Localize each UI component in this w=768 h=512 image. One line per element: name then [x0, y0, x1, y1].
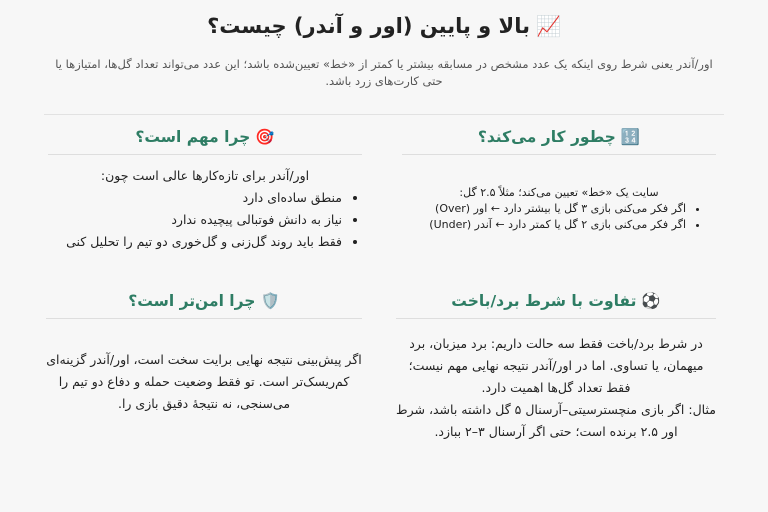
why-safer-text: اگر پیش‌بینی نتیجه نهایی برایت سخت است، اور/آندر گزینه‌ای کم‌ریسک‌تر است. تو فقط وضعیت حمله و دفاع دو تیم را می‌سنجی، نه نتیجهٔ دقیق بازی را. — [46, 352, 362, 411]
chart-up-icon: 📈 — [535, 14, 561, 38]
list-item: • فقط باید روند گل‌زنی و گل‌خوری دو تیم را تحلیل کنی — [48, 231, 342, 253]
how-it-works-list — [402, 201, 716, 233]
why-important-heading — [48, 128, 362, 155]
difference-title: تفاوت با شرط برد/باخت — [451, 292, 637, 310]
how-it-works-card — [402, 128, 716, 233]
section-divider — [44, 114, 724, 115]
page-title — [0, 14, 768, 38]
numbers-icon: 🔢 — [620, 128, 641, 146]
why-important-text: اور/آندر برای تازه‌کارها عالی است چون: — [100, 168, 310, 183]
difference-example: مثال: اگر بازی منچسترسیتی–آرسنال ۵ گل داشته باشد، شرط اور ۲.۵ برنده است؛ حتی اگر آرسنال ۳–۲ ببازد. — [396, 402, 716, 439]
shield-icon: 🛡️ — [260, 292, 280, 310]
difference-card — [396, 292, 716, 443]
difference-heading — [396, 292, 716, 319]
why-important-title: چرا مهم است؟ — [135, 128, 251, 146]
list-item: • منطق ساده‌ای دارد — [48, 187, 342, 209]
target-icon: 🎯 — [255, 128, 275, 146]
list-item: • نیاز به دانش فوتبالی پیچیده ندارد — [48, 209, 342, 231]
difference-text: در شرط برد/باخت فقط سه حالت داریم: برد میزبان، برد میهمان، یا تساوی. اما در اور/آندر نتیجه نهایی مهم نیست؛ فقط تعداد گل‌ها اهمیت دارد. — [408, 336, 704, 395]
page-title-text: بالا و پایین (اور و آندر) چیست؟ — [207, 14, 530, 38]
soccer-ball-icon: ⚽ — [641, 292, 661, 310]
how-it-works-text: سایت یک «خط» تعیین می‌کند؛ مثلاً ۲.۵ گل: — [459, 186, 659, 199]
list-item: • اگر فکر می‌کنی بازی ۲ گل یا کمتر دارد ← آندر (Under) — [402, 217, 686, 233]
how-it-works-heading — [402, 128, 716, 155]
why-important-card — [48, 128, 362, 253]
why-safer-heading — [46, 292, 362, 319]
list-item: • اگر فکر می‌کنی بازی ۳ گل یا بیشتر دارد ← اور (Over) — [402, 201, 686, 217]
why-safer-title: چرا امن‌تر است؟ — [128, 292, 256, 310]
why-important-list — [48, 187, 362, 253]
why-safer-card — [46, 292, 362, 415]
intro-text: اور/آندر یعنی شرط روی اینکه یک عدد مشخص در مسابقه بیشتر یا کمتر از «خط» تعیین‌شده باشد؛ این عدد می‌تواند تعداد گل‌ها، امتیازها یا حتی کارت‌های زرد باشد. — [55, 57, 713, 88]
how-it-works-title: چطور کار می‌کند؟ — [477, 128, 616, 146]
